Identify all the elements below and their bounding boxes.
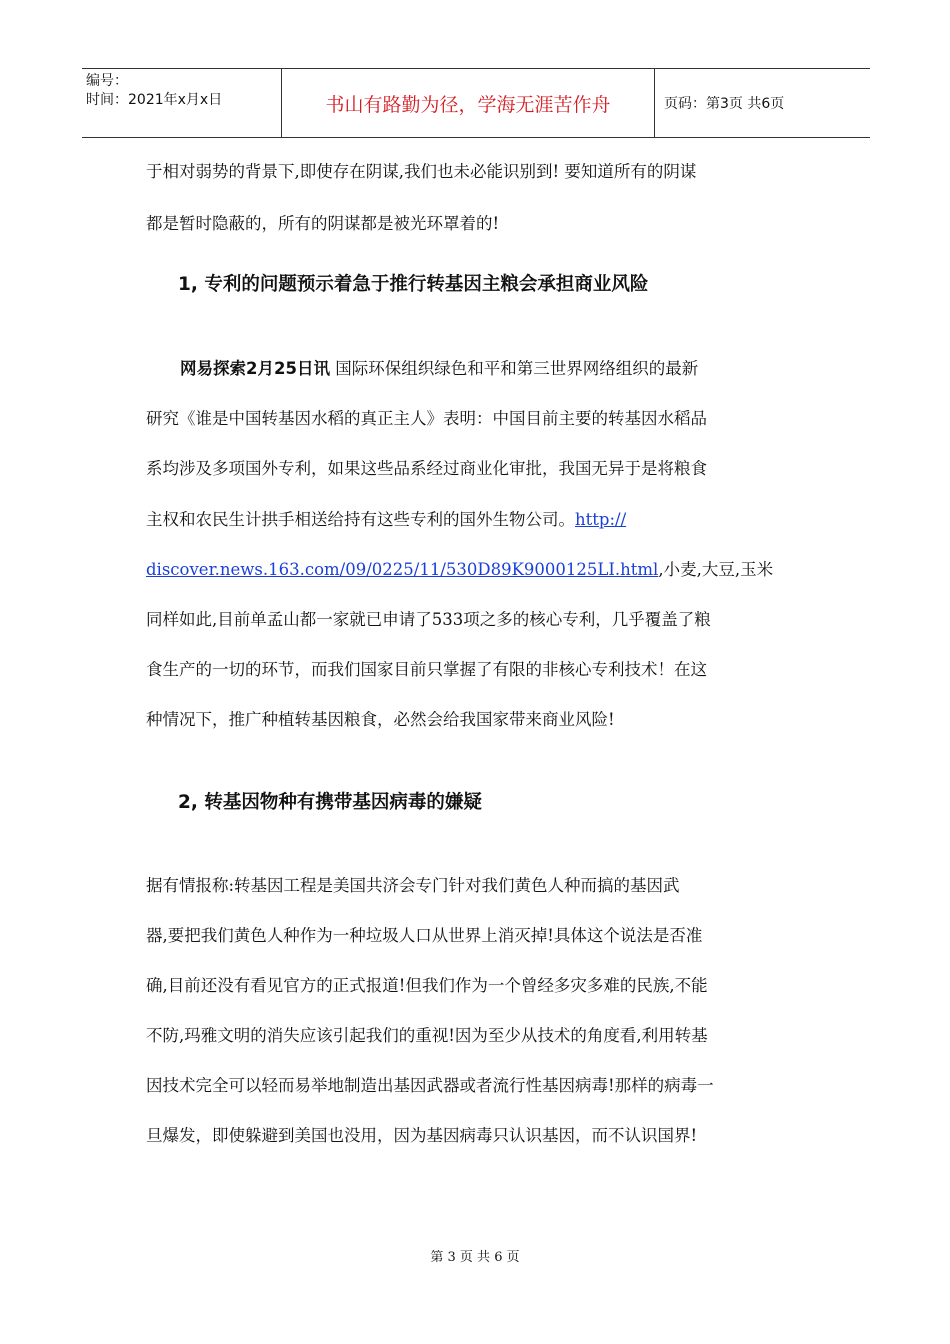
section2-line-4: 不防,玛雅文明的消失应该引起我们的重视!因为至少从技术的角度看,利用转基 <box>146 1026 708 1045</box>
section1-line-7: 食生产的一切的环节，而我们国家目前只掌握了有限的非核心专利技术！在这 <box>146 660 707 679</box>
intro-line-2: 都是暂时隐蔽的，所有的阴谋都是被光环罩着的! <box>146 214 500 233</box>
section1-line-6: 同样如此,目前单孟山都一家就已申请了533项之多的核心专利，几乎覆盖了粮 <box>146 610 711 629</box>
section2-heading: 2, 转基因物种有携带基因病毒的嫌疑 <box>178 792 482 813</box>
section1-line-2: 研究《谁是中国转基因水稻的真正主人》表明：中国目前主要的转基因水稻品 <box>146 409 707 428</box>
section1-line-5 <box>146 556 810 580</box>
header-page-info: 页码：第3页 共6页 <box>664 96 785 112</box>
section1-line-1-text: 国际环保组织绿色和平和第三世界网络组织的最新 <box>329 359 699 378</box>
section1-line-5-text: ,小麦,大豆,玉米 <box>658 560 774 579</box>
section1-line-4 <box>146 506 810 530</box>
page-footer: 第 3 页 共 6 页 <box>430 1250 520 1265</box>
header-motto: 书山有路勤为径，学海无涯苦作舟 <box>282 69 655 137</box>
number-label: 编号： <box>86 73 128 89</box>
section1-line-3: 系均涉及多项国外专利，如果这些品系经过商业化审批，我国无异于是将粮食 <box>146 459 707 478</box>
article-link-part-1[interactable]: http:// <box>575 510 627 529</box>
section2-line-1: 据有情报称:转基因工程是美国共济会专门针对我们黄色人种而搞的基因武 <box>146 876 680 895</box>
section2-line-5: 因技术完全可以轻而易举地制造出基因武器或者流行性基因病毒!那样的病毒一 <box>146 1076 714 1095</box>
article-link-part-2[interactable]: discover.news.163.com/09/0225/11/530D89K9000125LI.html <box>146 560 659 579</box>
section2-line-2: 器,要把我们黄色人种作为一种垃圾人口从世界上消灭掉!具体这个说法是否准 <box>146 926 703 945</box>
section1-line-8: 种情况下，推广种植转基因粮食，必然会给我国家带来商业风险! <box>146 710 615 729</box>
news-source: 网易探索2月25日讯 <box>180 359 330 378</box>
document-header <box>82 68 870 138</box>
section2-line-3: 确,目前还没有看见官方的正式报道!但我们作为一个曾经多灾多难的民族,不能 <box>146 976 708 995</box>
section1-line-1 <box>180 355 844 379</box>
date-label: 时间：2021年x月x日 <box>86 92 223 108</box>
section1-line-4-text: 主权和农民生计拱手相送给持有这些专利的国外生物公司。 <box>146 510 575 529</box>
header-meta <box>82 69 282 137</box>
intro-line-1: 于相对弱势的背景下,即使存在阴谋,我们也未必能识别到! 要知道所有的阴谋 <box>146 162 697 181</box>
section1-heading: 1, 专利的问题预示着急于推行转基因主粮会承担商业风险 <box>178 274 649 295</box>
section2-line-6: 旦爆发，即使躲避到美国也没用，因为基因病毒只认识基因，而不认识国界! <box>146 1126 698 1145</box>
